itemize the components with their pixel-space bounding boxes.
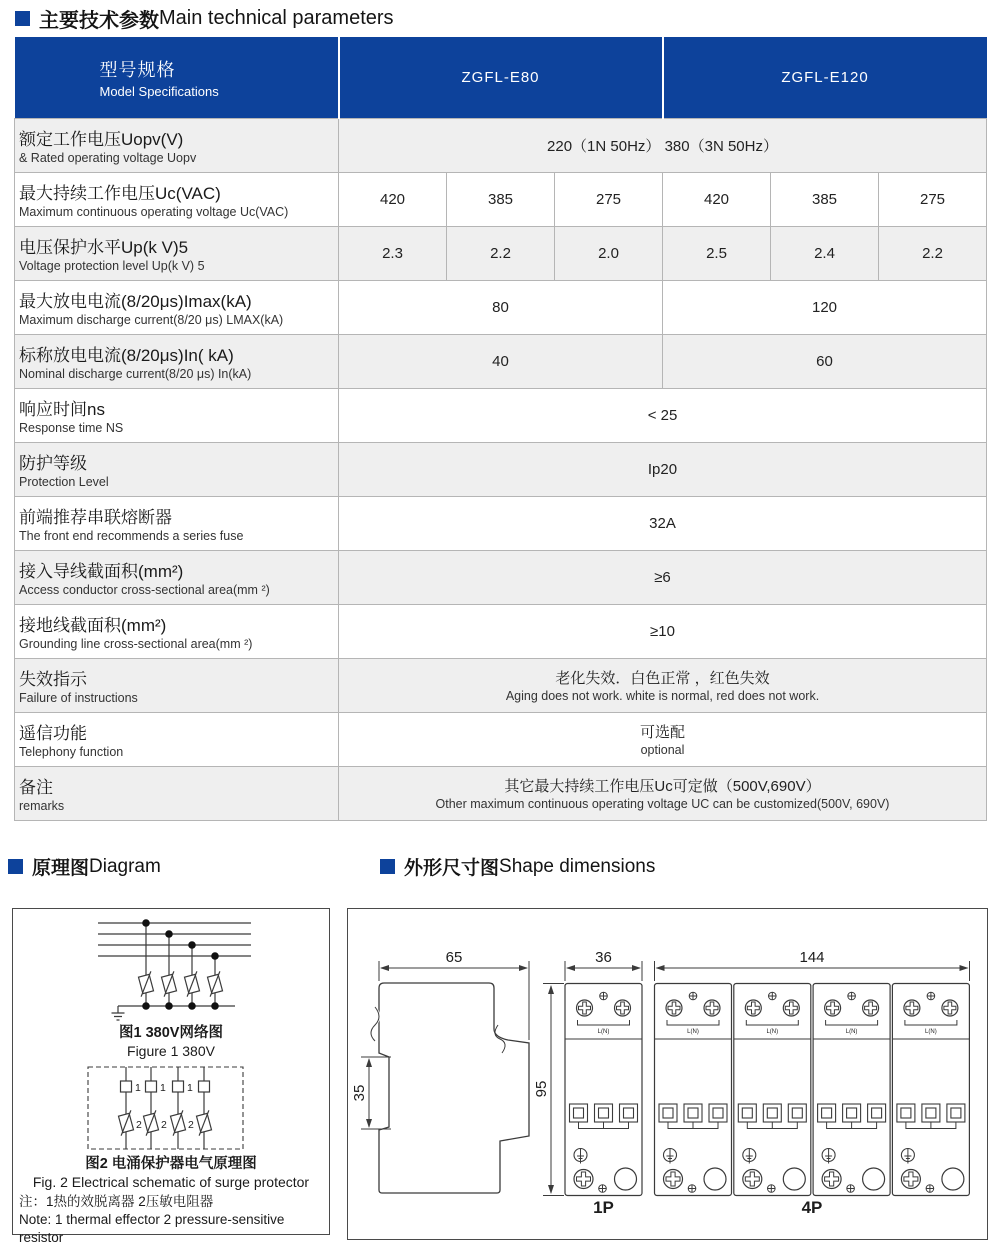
component-label-2: 2 — [188, 1119, 194, 1131]
row-label-zh: 前端推荐串联熔断器 — [19, 508, 172, 527]
row-label-en: The front end recommends a series fuse — [19, 529, 244, 543]
dimensions-title-en: Shape dimensions — [499, 855, 656, 877]
spec-table — [14, 37, 987, 821]
row-label — [15, 550, 339, 604]
header-col-zgfl-e120: ZGFL-E120 — [663, 37, 987, 118]
row-value-zh: 老化失效．白色正常 ，红色失效 — [555, 670, 770, 687]
side-profile-outline — [371, 983, 529, 1193]
dimensions-section-title — [380, 853, 655, 880]
row-value: 2.0 — [555, 226, 663, 280]
figure1-caption-en: Figure 1 380V — [127, 1043, 215, 1059]
figure1-caption-zh: 图1 380V网络图 — [119, 1025, 223, 1041]
table-row — [15, 550, 987, 604]
row-label — [15, 604, 339, 658]
figure2-caption-en: Fig. 2 Electrical schematic of surge protector — [32, 1174, 310, 1190]
row-label-zh: 备注 — [19, 778, 53, 797]
ground-icon — [112, 1006, 125, 1020]
row-label-zh: 接地线截面积(mm²) — [19, 616, 167, 635]
component-label-2: 2 — [161, 1119, 167, 1131]
row-value: 80 — [339, 280, 663, 334]
module-4p-4 — [892, 984, 969, 1196]
row-label — [15, 172, 339, 226]
dim-144-label: 144 — [799, 949, 825, 966]
main-title-zh: 主要技术参数 — [39, 10, 159, 32]
row-value: 420 — [339, 172, 447, 226]
row-label-zh: 电压保护水平Up(k V)5 — [19, 238, 189, 257]
row-label-zh: 接入导线截面积(mm²) — [19, 562, 184, 581]
table-header-row — [15, 37, 987, 118]
dim-35-label: 35 — [351, 1084, 368, 1102]
row-value — [339, 712, 987, 766]
dim-95-label: 95 — [533, 1080, 550, 1098]
table-row — [15, 712, 987, 766]
row-label-zh: 遥信功能 — [19, 724, 87, 743]
figure2-caption-zh: 图2 电涌保护器电气原理图 — [85, 1156, 257, 1172]
component-label-1: 1 — [135, 1082, 141, 1094]
row-label-en: Voltage protection level Up(k V) 5 — [19, 259, 205, 273]
row-value-zh: 可选配 — [639, 724, 685, 741]
row-value: 275 — [555, 172, 663, 226]
row-value-en: Other maximum continuous operating voltage UC can be customized(500V, 690V) — [435, 797, 890, 811]
row-value: 2.2 — [447, 226, 555, 280]
row-label-zh: 最大放电电流(8/20μs)Imax(kA) — [19, 292, 252, 311]
table-row — [15, 334, 987, 388]
row-label-en: Maximum continuous operating voltage Uc(VAC) — [19, 205, 289, 219]
row-label-zh: 响应时间ns — [19, 400, 105, 419]
table-row — [15, 604, 987, 658]
row-value: 220（1N 50Hz） 380（3N 50Hz） — [339, 118, 987, 172]
table-row — [15, 766, 987, 820]
module-4p-2 — [734, 984, 811, 1196]
row-label-en: Failure of instructions — [19, 691, 138, 705]
row-label-en: Access conductor cross-sectional area(mm ²) — [19, 583, 270, 597]
module-4p-3 — [813, 984, 890, 1196]
row-value-en: optional — [640, 743, 685, 757]
row-value: 275 — [879, 172, 987, 226]
dim-36-label: 36 — [595, 949, 612, 966]
diagram-note-zh: 注：1热的效脱离器 2压敏电阻器 — [19, 1194, 214, 1209]
row-label — [15, 118, 339, 172]
row-label-zh: 标称放电电流(8/20μs)In( kA) — [19, 346, 234, 365]
row-value: 385 — [771, 172, 879, 226]
row-label — [15, 766, 339, 820]
row-label-en: remarks — [19, 799, 65, 813]
row-label — [15, 658, 339, 712]
table-row — [15, 172, 987, 226]
table-row — [15, 226, 987, 280]
dimensions-drawing: L(N) 65 35 95 36 1P 144 4P — [348, 909, 987, 1239]
table-row — [15, 658, 987, 712]
diagram-title-zh: 原理图 — [32, 858, 90, 879]
figure1-network-diagram — [13, 909, 329, 1024]
component-label-2: 2 — [136, 1119, 142, 1131]
row-label-en: Telephony function — [19, 745, 124, 759]
row-label — [15, 280, 339, 334]
row-label-zh: 额定工作电压Uopv(V) — [19, 130, 184, 149]
row-label-zh: 失效指示 — [19, 670, 87, 689]
diagram-note — [13, 1191, 329, 1249]
table-row — [15, 118, 987, 172]
row-value: 120 — [663, 280, 987, 334]
row-label-en: & Rated operating voltage Uopv — [19, 151, 197, 165]
row-value: 2.4 — [771, 226, 879, 280]
module-4p-1 — [655, 984, 732, 1196]
row-value-zh: 其它最大持续工作电压Uc可定做（500V,690V） — [504, 778, 821, 795]
row-label — [15, 388, 339, 442]
component-label-1: 1 — [187, 1082, 193, 1094]
row-value: 2.3 — [339, 226, 447, 280]
circuit-diagram-box — [12, 908, 330, 1245]
row-value: 60 — [663, 334, 987, 388]
diagram-title-en: Diagram — [89, 855, 161, 877]
row-value: ≥10 — [339, 604, 987, 658]
row-label — [15, 226, 339, 280]
component-label-1: 1 — [160, 1082, 166, 1094]
header-model-zh: 型号规格 — [99, 59, 176, 80]
row-value: 385 — [447, 172, 555, 226]
row-label — [15, 442, 339, 496]
header-model-spec — [15, 37, 339, 118]
title-square-icon — [380, 859, 395, 874]
figure2-caption — [13, 1155, 329, 1191]
figure2-schematic — [13, 1060, 329, 1155]
row-value — [339, 766, 987, 820]
row-label-en: Nominal discharge current(8/20 μs) In(kA) — [19, 367, 252, 381]
table-row — [15, 280, 987, 334]
header-model-en: Model Specifications — [99, 83, 219, 99]
title-square-icon — [15, 11, 30, 26]
row-value: ≥6 — [339, 550, 987, 604]
main-title-en: Main technical parameters — [159, 7, 394, 29]
diagram-note-en: Note: 1 thermal effector 2 pressure-sensitive resistor — [19, 1212, 285, 1245]
row-value: 2.2 — [879, 226, 987, 280]
row-value: Ip20 — [339, 442, 987, 496]
shape-dimensions-box — [347, 908, 988, 1240]
title-square-icon — [8, 859, 23, 874]
table-row — [15, 388, 987, 442]
diagram-section-title — [8, 853, 161, 880]
figure1-caption — [13, 1024, 329, 1060]
table-row — [15, 442, 987, 496]
row-label-en: Protection Level — [19, 475, 109, 489]
label-1p: 1P — [593, 1198, 614, 1217]
module-1p — [565, 984, 642, 1196]
row-value-en: Aging does not work. white is normal, red does not work. — [505, 689, 820, 703]
row-label — [15, 496, 339, 550]
row-value: 420 — [663, 172, 771, 226]
row-label-zh: 最大持续工作电压Uc(VAC) — [19, 184, 221, 203]
row-label-zh: 防护等级 — [19, 454, 87, 473]
row-label — [15, 334, 339, 388]
row-label — [15, 712, 339, 766]
table-row — [15, 496, 987, 550]
dim-65-label: 65 — [445, 949, 463, 966]
row-value: < 25 — [339, 388, 987, 442]
row-label-en: Maximum discharge current(8/20 μs) LMAX(kA) — [19, 313, 284, 327]
row-label-en: Grounding line cross-sectional area(mm ²) — [19, 637, 253, 651]
dimensions-title-zh: 外形尺寸图 — [404, 858, 500, 879]
row-value — [339, 658, 987, 712]
row-value: 40 — [339, 334, 663, 388]
header-col-zgfl-e80: ZGFL-E80 — [339, 37, 663, 118]
row-value: 2.5 — [663, 226, 771, 280]
main-title — [15, 4, 394, 33]
label-4p: 4P — [801, 1198, 823, 1217]
row-label-en: Response time NS — [19, 421, 124, 435]
row-value: 32A — [339, 496, 987, 550]
